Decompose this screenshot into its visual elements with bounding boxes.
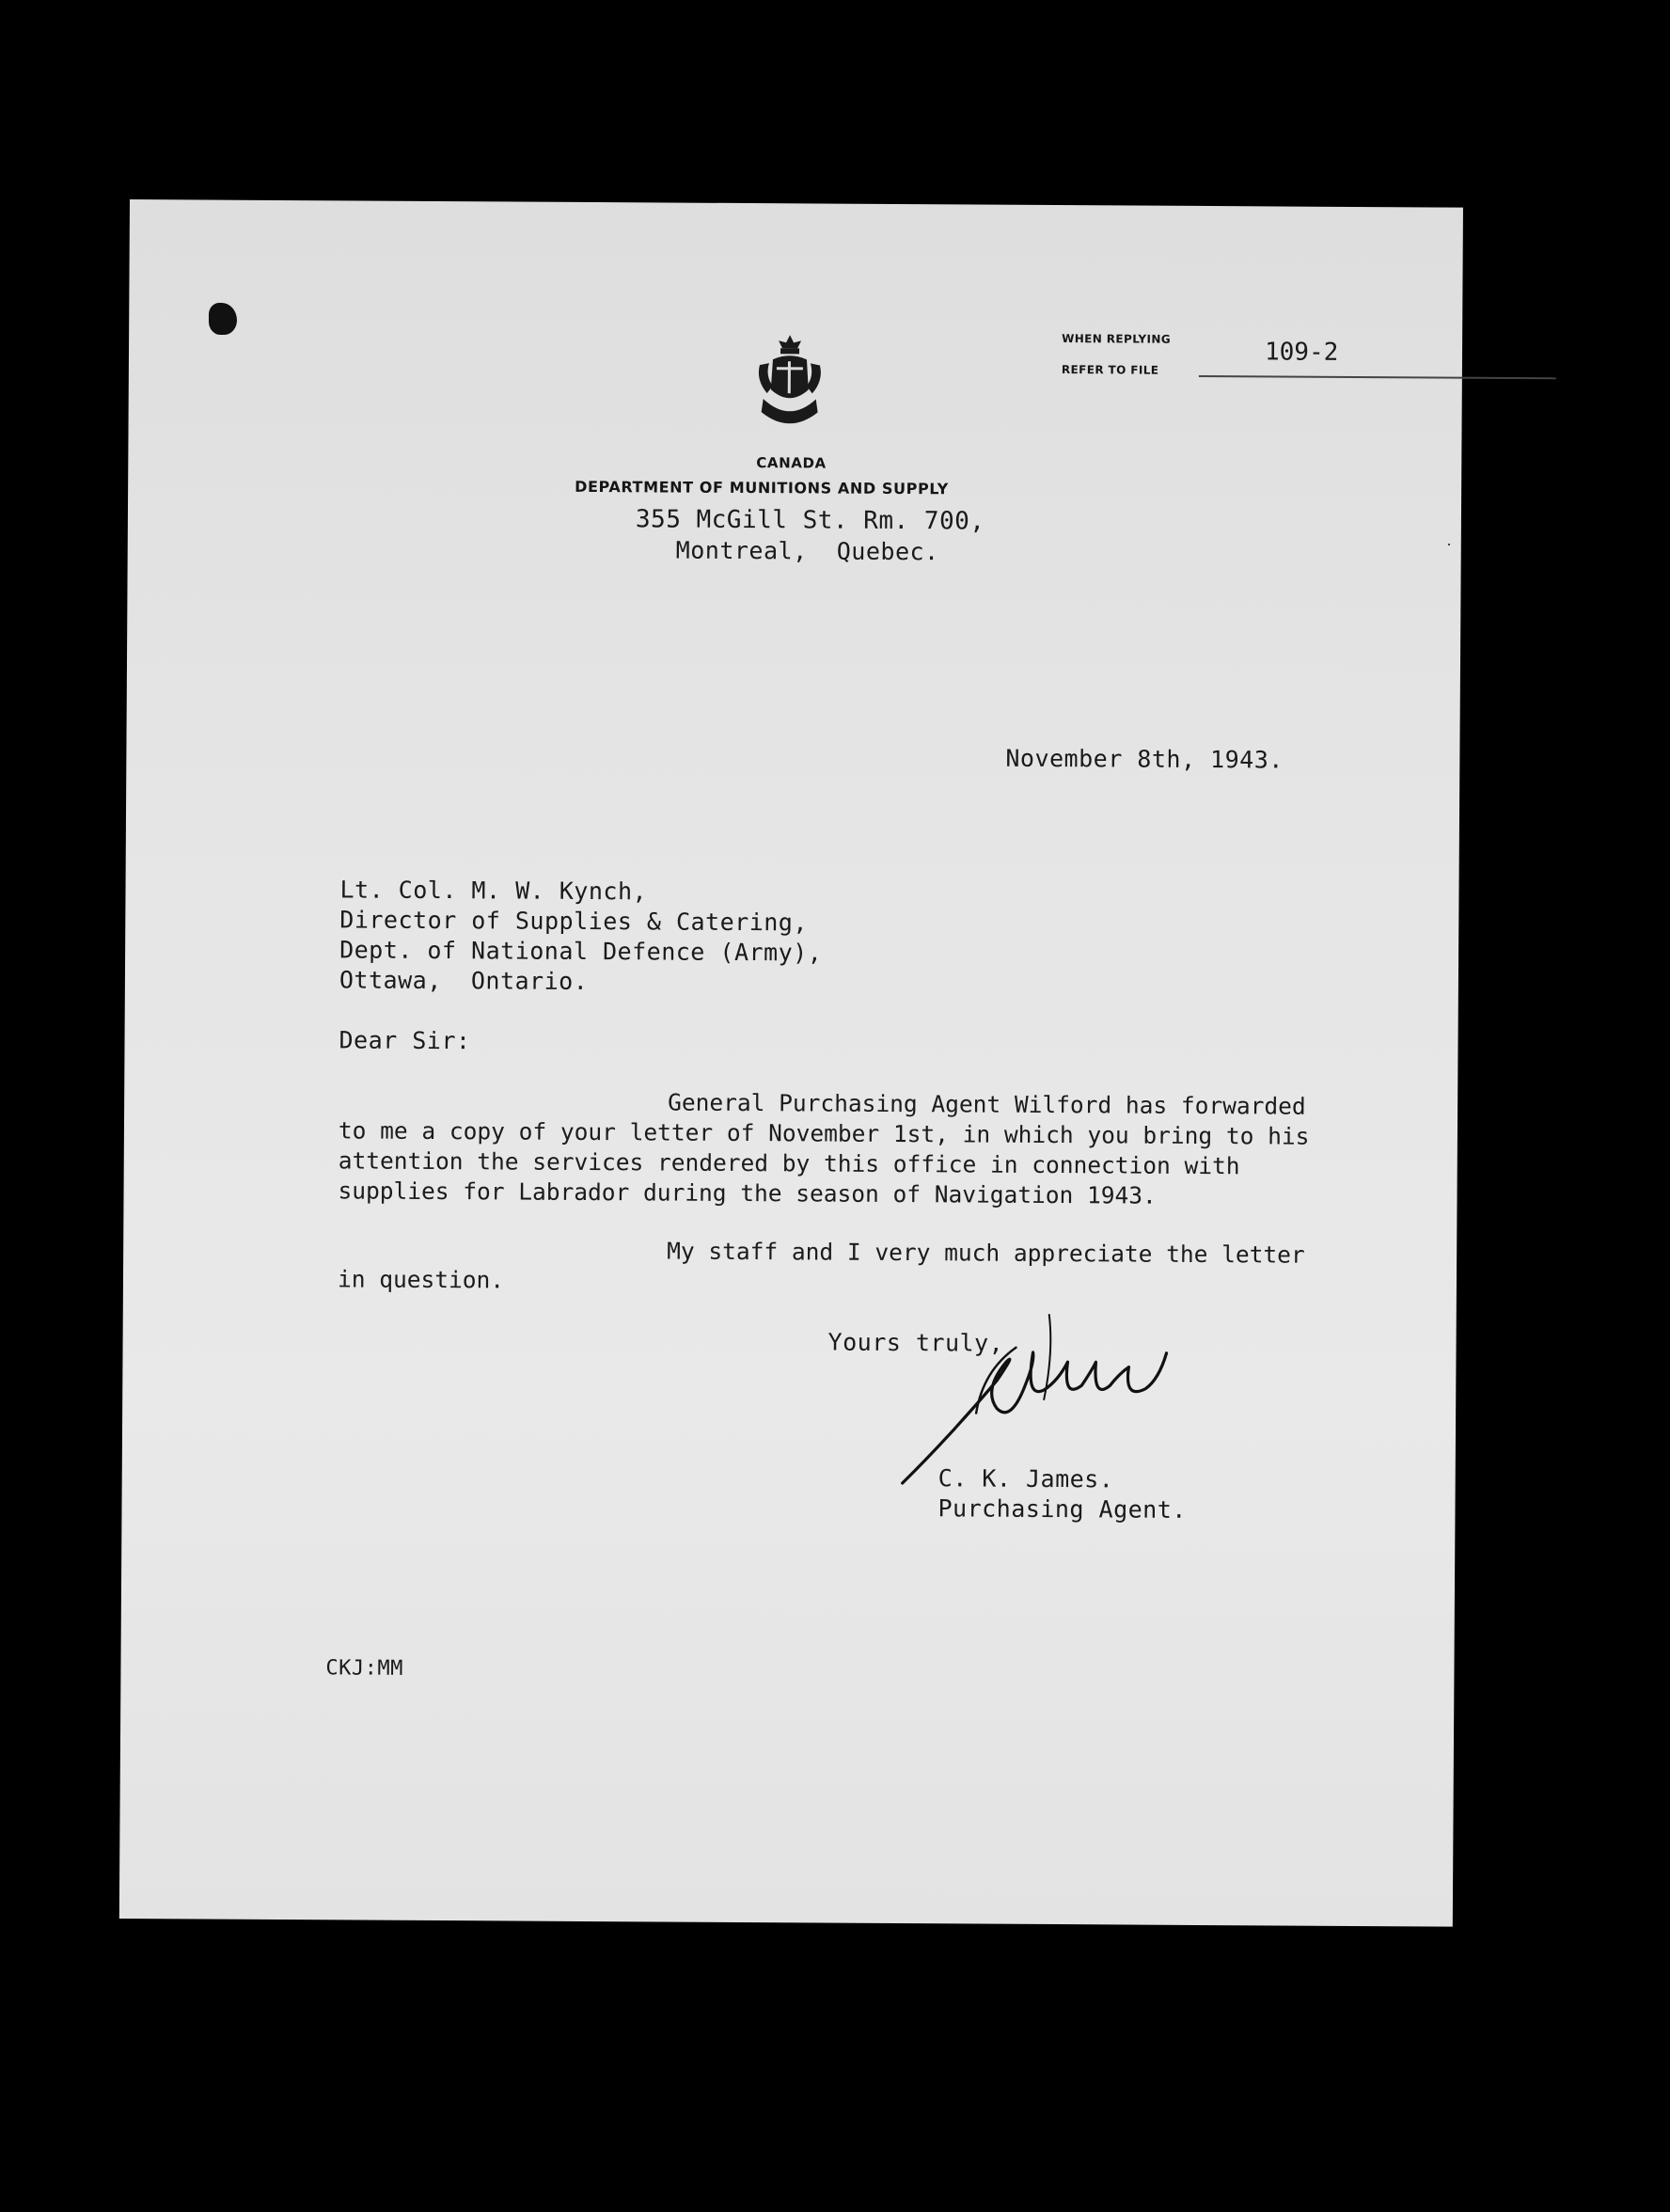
reply-label-refer-to-file: REFER TO FILE xyxy=(1061,363,1159,377)
signer-name: C. K. James. xyxy=(937,1464,1114,1493)
valediction: Yours truly, xyxy=(827,1328,1004,1357)
body-line: supplies for Labrador during the season of Navigation 1943. xyxy=(338,1177,1157,1209)
file-number-underline xyxy=(1199,375,1556,379)
letter-date: November 8th, 1943. xyxy=(1005,744,1284,774)
recipient-line: Dept. of National Defence (Army), xyxy=(339,936,823,967)
letter-page xyxy=(119,199,1463,1927)
body-line: General Purchasing Agent Wilford has forwarded xyxy=(668,1088,1306,1120)
scan-speck xyxy=(1448,544,1450,545)
salutation: Dear Sir: xyxy=(339,1026,471,1055)
body-line: in question. xyxy=(337,1265,505,1294)
recipient-line: Ottawa, Ontario. xyxy=(339,966,589,995)
file-number: 109-2 xyxy=(1264,338,1339,367)
letterhead-department: DEPARTMENT OF MUNITIONS AND SUPPLY xyxy=(575,477,949,498)
recipient-line: Lt. Col. M. W. Kynch, xyxy=(339,876,648,906)
body-line: My staff and I very much appreciate the letter xyxy=(667,1237,1305,1269)
body-line: to me a copy of your letter of November 1st, in which you bring to his xyxy=(338,1116,1310,1150)
scan-blot xyxy=(209,303,237,335)
coat-of-arms-icon xyxy=(751,333,827,438)
reply-label-when-replying: WHEN REPLYING xyxy=(1062,332,1172,346)
letterhead-address-line-2: Montreal, Quebec. xyxy=(675,536,939,566)
signer-title: Purchasing Agent. xyxy=(937,1494,1187,1524)
reference-initials: CKJ:MM xyxy=(325,1656,404,1681)
letterhead-address-line-1: 355 McGill St. Rm. 700, xyxy=(635,505,985,536)
body-line: attention the services rendered by this office in connection with xyxy=(338,1146,1240,1180)
recipient-line: Director of Supplies & Catering, xyxy=(339,906,809,937)
letterhead-country: CANADA xyxy=(756,454,827,472)
